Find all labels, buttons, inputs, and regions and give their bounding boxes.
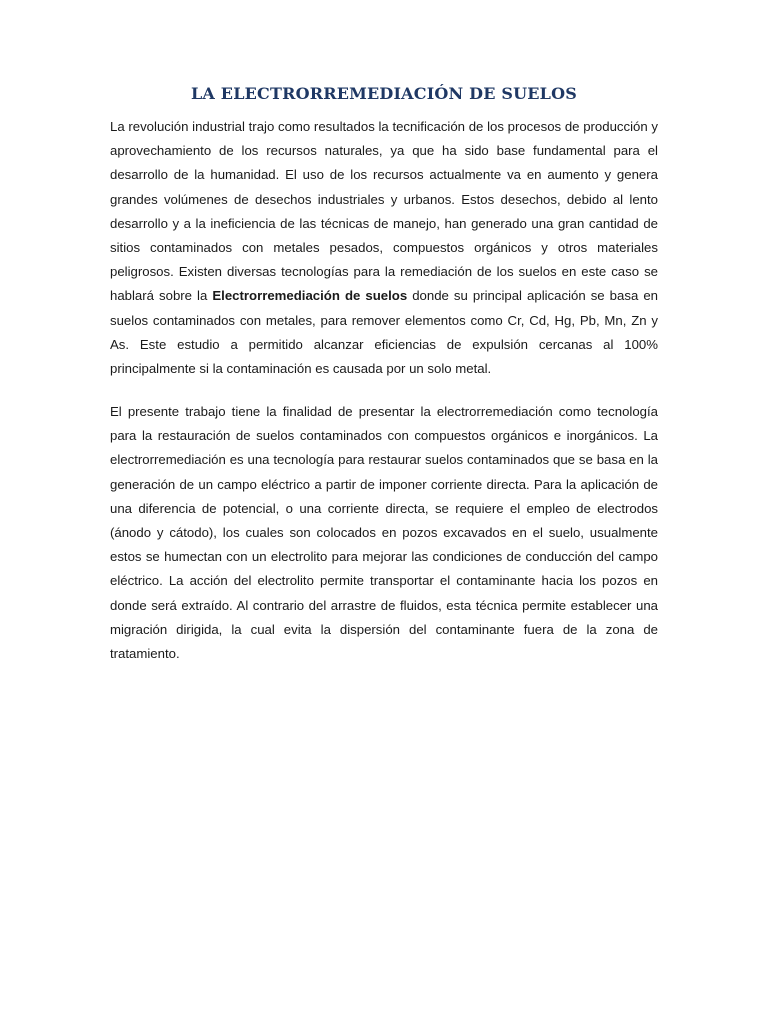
document-title: LA ELECTRORREMEDIACIÓN DE SUELOS xyxy=(190,84,578,103)
paragraph-intro-text-start: La revolución industrial trajo como resultados la tecnificación de los procesos de producción y aprovechamiento de los recursos naturales, ya que ha sido base fundamental para el desarrollo de la humanidad. El uso de los recursos actualmente va en aumento y genera grandes volúmenes de desechos industriales y urbanos. Estos desechos, debido al lento desarrollo y a la ineficiencia de las técnicas de manejo, han generado una gran cantidad de sitios contaminados con metales pesados, compuestos orgánicos y otros materiales peligrosos. Existen diversas tecnologías para la remediación de los suelos en este caso se hablará sobre la xyxy=(110,119,658,304)
paragraph-purpose: El presente trabajo tiene la finalidad de presentar la electrorremediación como tecnología para la restauración de suelos contaminados con compuestos orgánicos e inorgánicos. La electrorremediación es una tecnología para restaurar suelos contaminados que se basa en la generación de un campo eléctrico a partir de imponer corriente directa. Para la aplicación de una diferencia de potencial, o una corriente directa, se requiere el empleo de electrodos (ánodo y cátodo), los cuales son colocados en pozos excavados en el suelo, usualmente estos se humectan con un electrolito para mejorar las condiciones de conducción del campo eléctrico. La acción del electrolito permite transportar el contaminante hacia los pozos en donde será extraído. Al contrario del arrastre de fluidos, esta técnica permite establecer una migración dirigida, la cual evita la dispersión del contaminante fuera de la zona de tratamiento. xyxy=(110,404,658,662)
paragraph-intro xyxy=(110,115,658,381)
paragraph-intro-text-end: donde su principal aplicación se basa en suelos contaminados con metales, para remover elementos como Cr, Cd, Hg, Pb, Mn, Zn y As. Este estudio a permitido alcanzar eficiencias de expulsión cercanas al 100% principalmente si la contaminación es causada por un solo metal. xyxy=(110,288,658,377)
paragraph-intro-bold-term: Electrorremediación de suelos xyxy=(212,288,408,304)
